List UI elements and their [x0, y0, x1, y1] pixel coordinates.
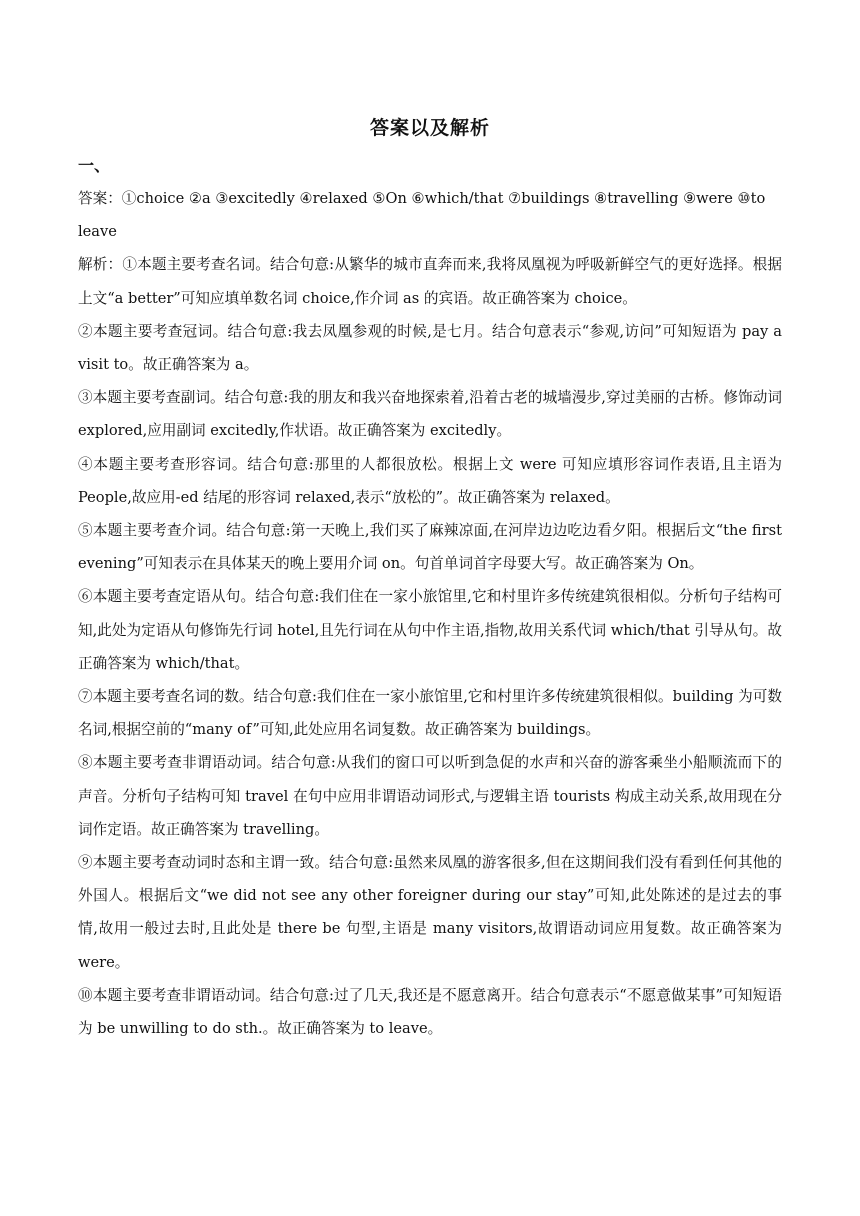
explanation-paragraph: ③本题主要考查副词。结合句意:我的朋友和我兴奋地探索着,沿着古老的城墙漫步,穿过美丽的古桥。修饰动词 explored,应用副词 excitedly,作状语。故正确答案为 excitedly。 [78, 389, 782, 440]
answer-line [78, 182, 782, 248]
answer-item: ⑤On [372, 190, 407, 207]
explanation-paragraph: 解析：①本题主要考查名词。结合句意:从繁华的城市直奔而来,我将凤凰视为呼吸新鲜空气的更好选择。根据上文“a better”可知应填单数名词 choice,作介词 as 的宾语。故正确答案为 choice。 [78, 256, 782, 307]
answer-item: ⑥which/that [411, 190, 504, 207]
answer-item: ⑨were [683, 190, 733, 207]
explanation-paragraph: ②本题主要考查冠词。结合句意:我去凤凰参观的时候,是七月。结合句意表示“参观,访问”可知短语为 pay a visit to。故正确答案为 a。 [78, 322, 782, 374]
answer-item: ③excitedly [215, 190, 295, 207]
answer-item: ①choice [121, 190, 185, 207]
answer-item: ⑦buildings [508, 190, 590, 207]
explanation-paragraph: ④本题主要考查形容词。结合句意:那里的人都很放松。根据上文 were 可知应填形容词作表语,且主语为 People,故应用-ed 结尾的形容词 relaxed,表示“放松的”。故正确答案为 relaxed。 [78, 455, 782, 506]
answer-item: ⑧travelling [594, 190, 679, 207]
explanation-paragraph: ⑧本题主要考查非谓语动词。结合句意:从我们的窗口可以听到急促的水声和兴奋的游客乘坐小船顺流而下的声音。分析句子结构可知 travel 在句中应用非谓语动词形式,与逻辑主语 tourists 构成主动关系,故用现在分词作定语。故正确答案为 travelling。 [78, 754, 782, 838]
page-title: 答案以及解析 [369, 117, 490, 139]
answer-label: 答案： [78, 190, 122, 207]
explanation-paragraph: ⑦本题主要考查名词的数。结合句意:我们住在一家小旅馆里,它和村里许多传统建筑很相似。building 为可数名词,根据空前的“many of”可知,此处应用名词复数。故正确答案为 buildings。 [78, 688, 782, 739]
explanation-paragraph: ⑥本题主要考查定语从句。结合句意:我们住在一家小旅馆里,它和村里许多传统建筑很相似。分析句子结构可知,此处为定语从句修饰先行词 hotel,且先行词在从句中作主语,指物,故用关系代词 which/that 引导从句。故正确答案为 which/that。 [78, 588, 782, 672]
answer-item: ④relaxed [299, 190, 368, 207]
section-heading: 一、 [78, 156, 111, 175]
explanation-paragraph: ⑤本题主要考查介词。结合句意:第一天晚上,我们买了麻辣凉面,在河岸边边吃边看夕阳。根据后文“the first evening”可知表示在具体某天的晚上要用介词 on。句首单词首字母要大写。故正确答案为 On。 [78, 522, 782, 573]
explanation-paragraph: ⑩本题主要考查非谓语动词。结合句意:过了几天,我还是不愿意离开。结合句意表示“不愿意做某事”可知短语为 be unwilling to do sth.。故正确答案为 to leave。 [78, 986, 782, 1038]
answer-item: ⑩to leave [78, 190, 766, 241]
explanation-paragraph: ⑨本题主要考查动词时态和主谓一致。结合句意:虽然来凤凰的游客很多,但在这期间我们没有看到任何其他的外国人。根据后文“we did not see any other foreigner during our stay”可知,此处陈述的是过去的事情,故用一般过去时,且此处是 there be 句型,主语是 many visitors,故谓语动词应用复数。故正确答案为 were。 [78, 854, 782, 971]
answer-item: ②a [188, 190, 211, 207]
